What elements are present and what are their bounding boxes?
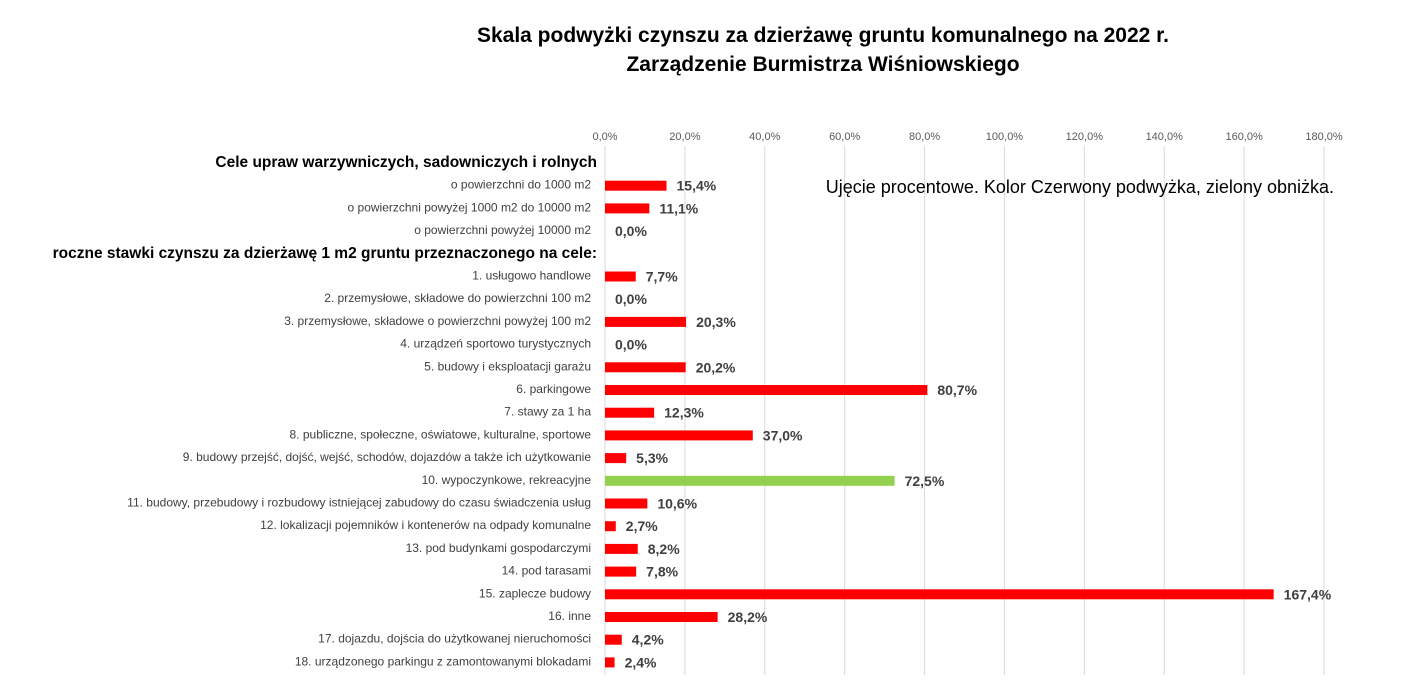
bar <box>605 453 626 463</box>
category-label: 15. zaplecze budowy <box>478 586 591 601</box>
x-tick-label: 120,0% <box>1065 131 1103 143</box>
category-label: 14. pod tarasami <box>501 563 591 578</box>
category-label: 2. przemysłowe, składowe do powierzchni 100 m2 <box>324 291 591 306</box>
bar <box>605 385 927 395</box>
bar-value-label: 4,2% <box>631 631 664 648</box>
category-label: 18. urządzonego parkingu z zamontowanymi blokadami <box>294 654 591 669</box>
chart-rows <box>53 154 1332 670</box>
bar <box>605 521 616 531</box>
chart-subtitle: Zarządzenie Burmistrza Wiśniowskiego <box>626 53 1020 76</box>
category-label: o powierzchni powyżej 1000 m2 do 10000 m2 <box>347 200 591 215</box>
bar <box>605 567 636 577</box>
bar-value-label: 0,0% <box>615 291 647 308</box>
bar-value-label: 2,4% <box>624 654 657 671</box>
category-label: o powierzchni powyżej 10000 m2 <box>414 223 591 238</box>
bar-value-label: 15,4% <box>676 177 717 194</box>
bar-value-label: 80,7% <box>937 382 978 398</box>
bar-value-label: 37,0% <box>762 427 803 444</box>
category-label: 1. usługowo handlowe <box>472 268 591 283</box>
bar-value-label: 7,7% <box>645 268 678 285</box>
bar <box>605 317 686 327</box>
bar-value-label: 11,1% <box>659 200 699 217</box>
bar-value-label: 167,4% <box>1283 586 1332 603</box>
bar-value-label: 72,5% <box>904 472 945 489</box>
bar <box>605 499 647 509</box>
bar-value-label: 5,3% <box>636 450 669 467</box>
x-tick-label: 60,0% <box>829 131 861 143</box>
bar-value-label: 0,0% <box>615 336 647 353</box>
category-label: 9. budowy przejść, dojść, wejść, schodów, dojazdów a także ich użytkowanie <box>182 450 591 465</box>
category-label: o powierzchni do 1000 m2 <box>450 177 591 192</box>
x-tick-label: 40,0% <box>749 131 781 143</box>
category-label: 10. wypoczynkowe, rekreacyjne <box>421 472 591 487</box>
category-label: 17. dojazdu, dojścia do użytkowanej nieruchomości <box>318 631 591 646</box>
bar <box>605 362 686 372</box>
bar-value-label: 0,0% <box>615 223 647 240</box>
category-label: 8. publiczne, społeczne, oświatowe, kulturalne, sportowe <box>289 427 591 442</box>
bar-value-label: 12,3% <box>664 404 704 421</box>
bar <box>605 272 636 282</box>
bar <box>605 408 654 418</box>
category-label: 5. budowy i eksploatacji garażu <box>424 359 591 374</box>
bar <box>605 181 667 191</box>
category-label: 13. pod budynkami gospodarczymi <box>405 540 591 555</box>
bar-value-label: 20,3% <box>696 313 736 330</box>
x-tick-label: 160,0% <box>1225 131 1263 143</box>
chart-annotation: Ujęcie procentowe. Kolor Czerwony podwyżka, zielony obniżka. <box>825 177 1334 197</box>
bar <box>605 544 638 554</box>
bar <box>605 430 753 440</box>
section-header: Cele upraw warzywniczych, sadowniczych i rolnych <box>215 154 597 171</box>
category-label: 11. budowy, przebudowy i rozbudowy istniejącej zabudowy do czasu świadczenia usług <box>127 495 591 510</box>
bar <box>605 589 1274 599</box>
bar <box>605 657 615 667</box>
bar-value-label: 7,8% <box>646 563 679 580</box>
bar <box>605 635 622 645</box>
chart-title: Skala podwyżki czynszu za dzierżawę gruntu komunalnego na 2022 r. <box>476 24 1170 47</box>
x-tick-label: 0,0% <box>592 131 618 143</box>
bar <box>605 476 895 486</box>
category-label: 6. parkingowe <box>516 382 591 396</box>
category-label: 7. stawy za 1 ha <box>504 404 591 419</box>
x-tick-label: 180,0% <box>1305 131 1343 143</box>
bar <box>605 203 649 213</box>
x-axis-ticks <box>592 131 1342 143</box>
bar-value-label: 10,6% <box>657 495 698 512</box>
category-label: 4. urządzeń sportowo turystycznych <box>400 336 591 351</box>
bar-value-label: 2,7% <box>625 518 658 535</box>
bar-value-label: 8,2% <box>647 540 680 557</box>
x-tick-label: 80,0% <box>908 131 941 143</box>
x-tick-label: 140,0% <box>1145 131 1183 143</box>
category-label: 16. inne <box>548 609 591 623</box>
x-tick-label: 100,0% <box>985 131 1024 143</box>
bar <box>605 612 718 622</box>
category-label: 3. przemysłowe, składowe o powierzchni powyżej 100 m2 <box>284 313 591 328</box>
section-header: roczne stawki czynszu za dzierżawę 1 m2 gruntu przeznaczonego na cele: <box>52 244 597 262</box>
category-label: 12. lokalizacji pojemników i kontenerów na odpady komunalne <box>260 518 591 533</box>
x-tick-label: 20,0% <box>669 131 701 143</box>
bar-value-label: 28,2% <box>727 609 768 625</box>
bar-value-label: 20,2% <box>695 359 736 376</box>
